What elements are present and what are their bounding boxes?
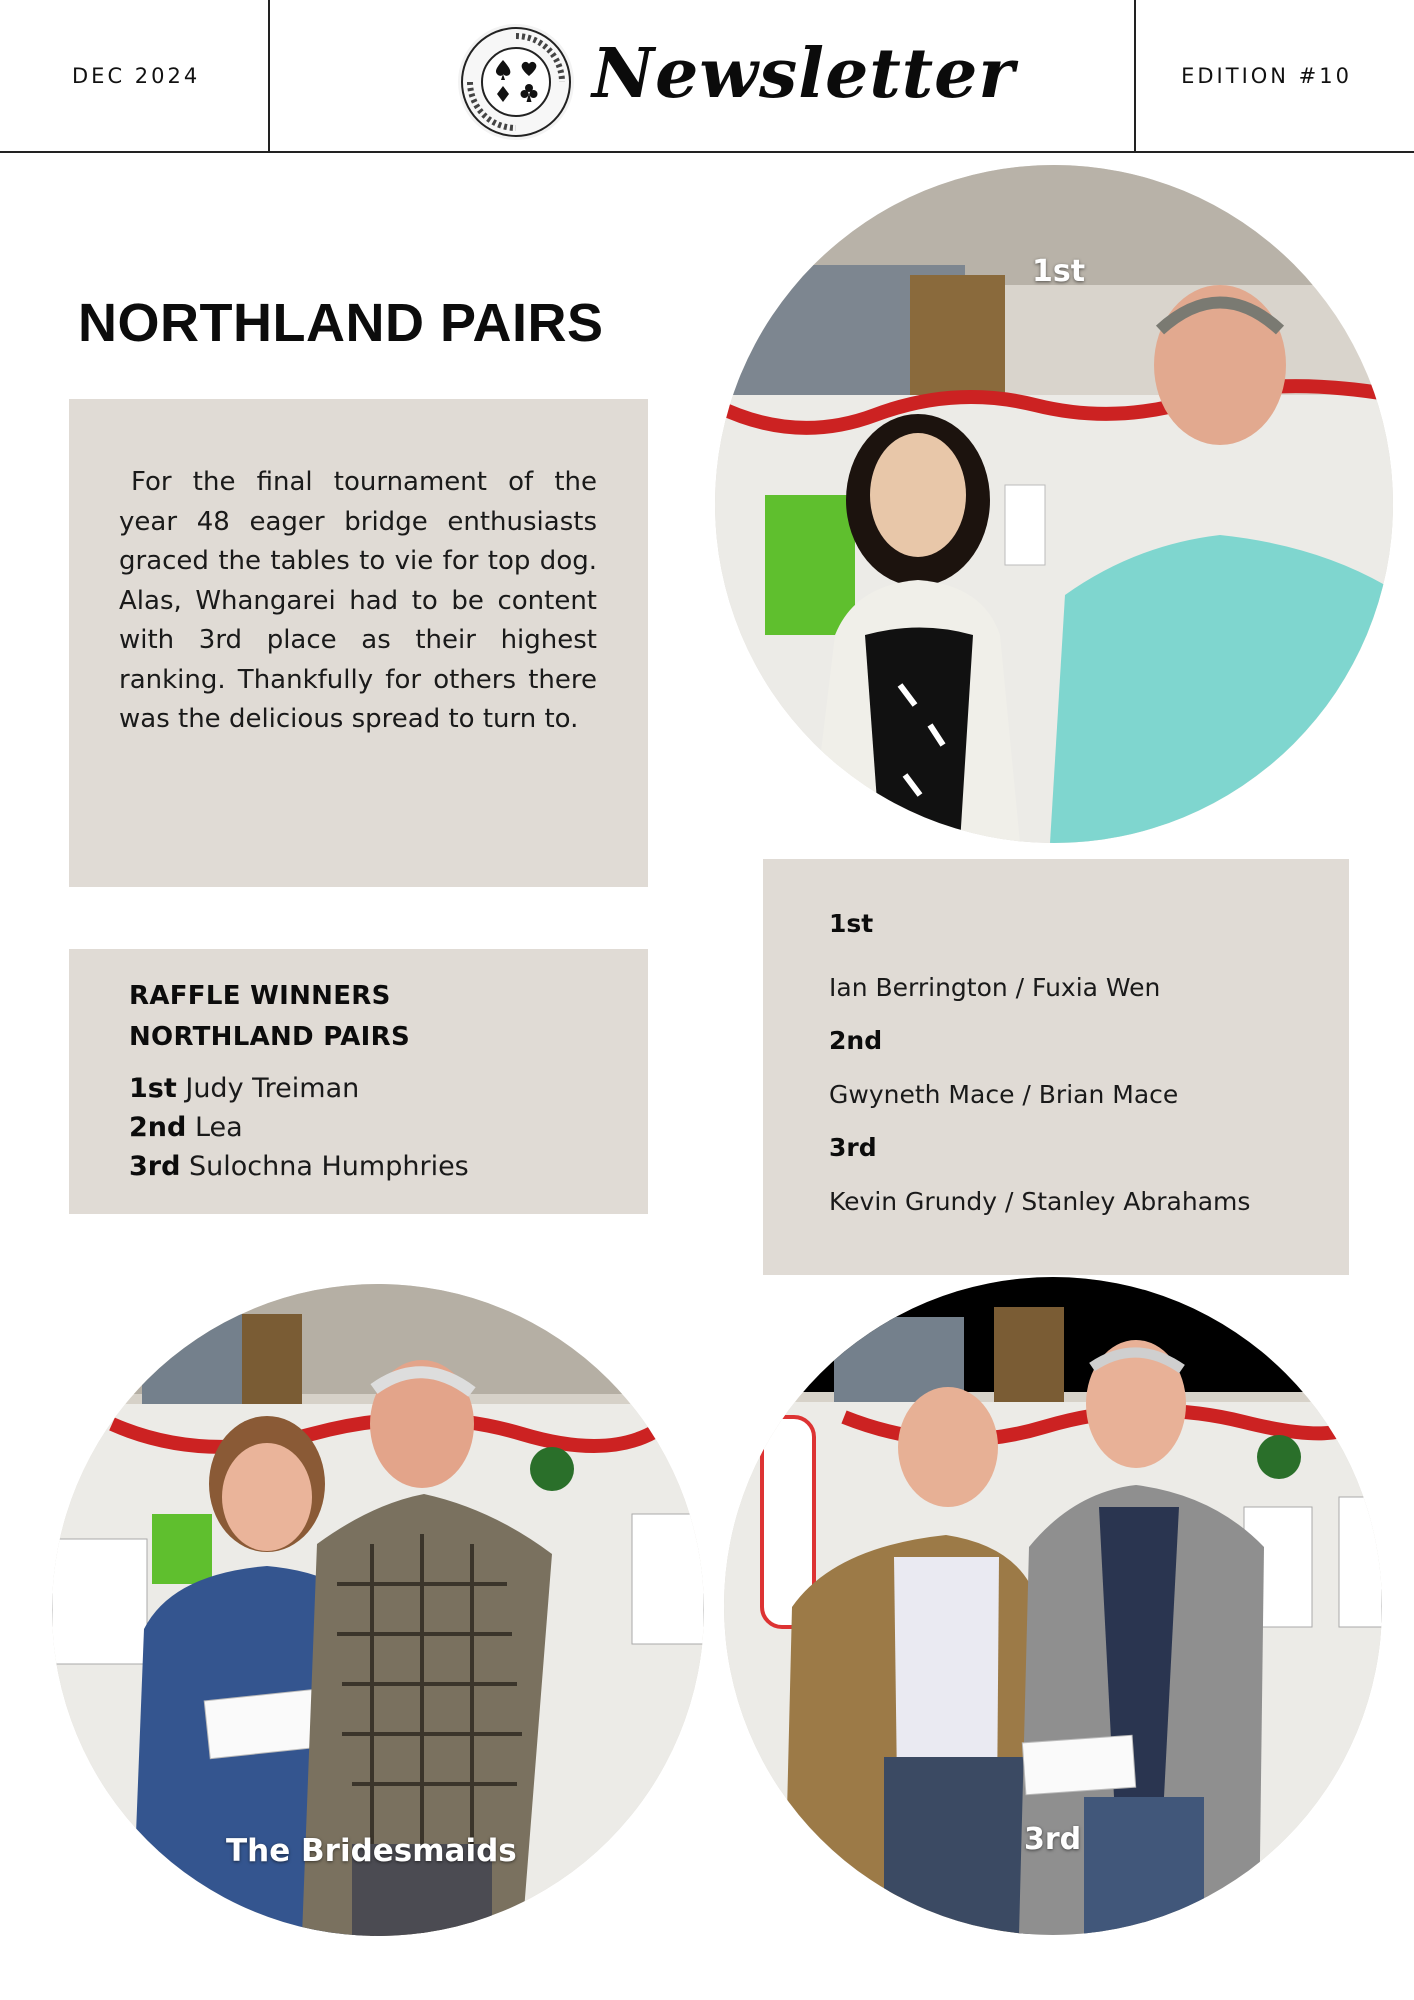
header-divider-right (1134, 0, 1136, 151)
result-place: 1st (829, 909, 874, 938)
result-names: Ian Berrington / Fuxia Wen (829, 973, 1161, 1002)
raffle-heading-line2: NORTHLAND PAIRS (129, 1022, 411, 1052)
header-divider-left (268, 0, 270, 151)
raffle-winner (129, 1147, 469, 1186)
issue-date: DEC 2024 (72, 64, 201, 88)
raffle-place: 3rd (129, 1151, 181, 1182)
result-names: Kevin Grundy / Stanley Abrahams (829, 1187, 1251, 1216)
raffle-heading-line1: RAFFLE WINNERS (129, 981, 391, 1011)
raffle-winner (129, 1108, 469, 1147)
intro-box (69, 399, 648, 887)
club-logo (458, 24, 574, 140)
raffle-box (69, 949, 648, 1214)
newsletter-title: Newsletter (592, 34, 1016, 114)
result-place: 3rd (829, 1133, 877, 1162)
masthead-header (0, 0, 1414, 153)
section-title: NORTHLAND PAIRS (78, 293, 604, 353)
raffle-heading (129, 976, 410, 1058)
raffle-name: Sulochna Humphries (189, 1151, 469, 1182)
result-place: 2nd (829, 1026, 883, 1055)
photo-caption-3rd: 3rd (1024, 1822, 1082, 1857)
raffle-winner (129, 1069, 469, 1108)
results-box (763, 859, 1349, 1275)
edition-number: EDITION #10 (1181, 64, 1352, 88)
raffle-place: 2nd (129, 1112, 187, 1143)
card-suits-logo-icon (458, 24, 574, 140)
photo-caption-1st: 1st (1032, 254, 1086, 289)
raffle-winner-list (129, 1069, 469, 1186)
raffle-name: Lea (194, 1112, 243, 1143)
raffle-name: Judy Treiman (185, 1073, 360, 1104)
result-names: Gwyneth Mace / Brian Mace (829, 1080, 1179, 1109)
photo-caption-bridesmaids: The Bridesmaids (226, 1833, 517, 1869)
raffle-place: 1st (129, 1073, 177, 1104)
intro-paragraph: For the final tournament of the year 48 eager bridge enthusiasts graced the tables to vie for top dog. Alas, Whangarei had to be content with 3rd place as their highest ranking. Thankfully for others there was the delicious spread to turn to. (119, 467, 597, 734)
